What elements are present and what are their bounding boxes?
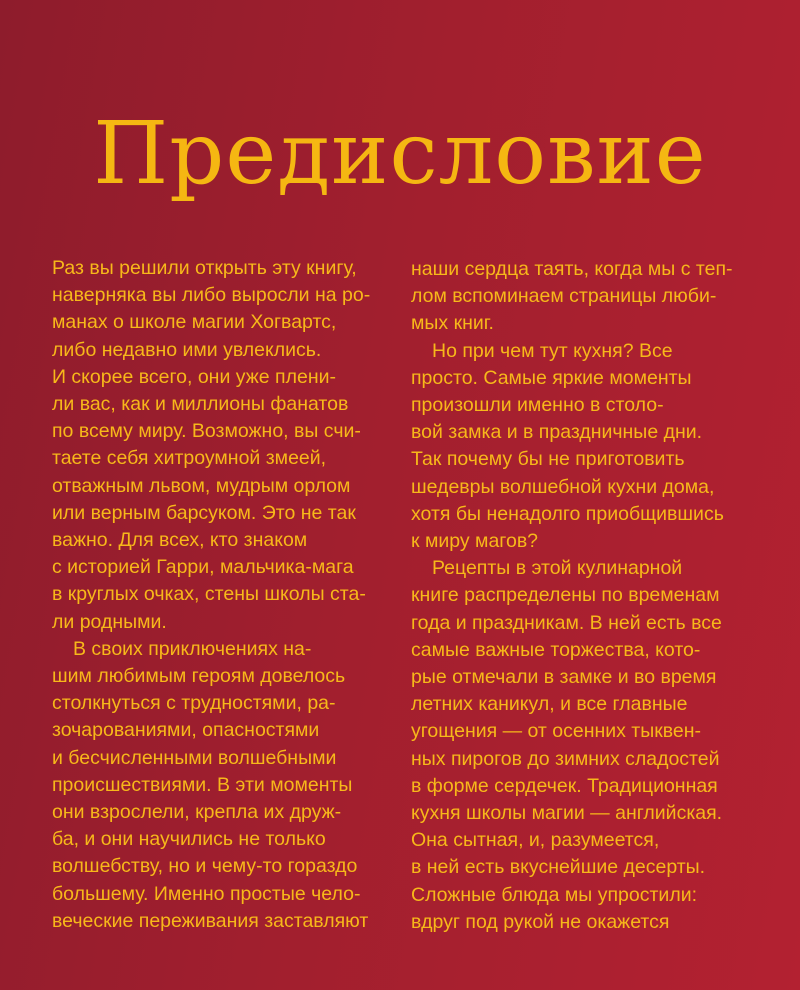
text-line: с историей Гарри, мальчика-мага (52, 556, 354, 579)
text-line: ли вас, как и миллионы фанатов (52, 393, 349, 416)
text-line: наши сердца таять, когда мы с теп- (411, 258, 733, 280)
text-line: Раз вы решили открыть эту книгу, (52, 257, 357, 279)
text-line: к миру магов? (411, 530, 539, 553)
text-line: И скорее всего, они уже плени- (52, 365, 336, 388)
text-line: самые важные торжества, кото- (411, 638, 701, 661)
text-line: лом вспоминаем страницы люби- (411, 285, 717, 308)
page-title: Предисловие (93, 103, 707, 204)
text-line: важно. Для всех, кто знаком (52, 529, 308, 552)
text-line: веческие переживания заставляют (52, 909, 369, 932)
text-line: Сложные блюда мы упростили: (411, 883, 698, 906)
text-line: вой замка и в праздничные дни. (411, 421, 703, 444)
text-line: они взрослели, крепла их друж- (52, 801, 342, 824)
text-line: хотя бы ненадолго приобщившись (411, 502, 724, 525)
text-line: года и праздникам. В ней есть все (411, 611, 722, 634)
text-line: кухня школы магии — английская. (411, 802, 723, 825)
text-line: шим любимым героям довелось (52, 665, 346, 688)
text-line: просто. Самые яркие моменты (411, 366, 692, 389)
text-line: летних каникул, и все главные (411, 693, 688, 716)
text-line: наверняка вы либо выросли на ро- (52, 284, 371, 307)
text-line: манах о школе магии Хогвартс, (52, 311, 337, 334)
text-line: произошли именно в столо- (411, 394, 664, 417)
text-line: либо недавно ими увлеклись. (52, 338, 322, 361)
text-line: шедевры волшебной кухни дома, (411, 475, 715, 498)
text-line: Она сытная, и, разумеется, (411, 829, 660, 852)
right-text-column (411, 256, 771, 936)
text-line: угощения — от осенних тыквен- (411, 720, 702, 743)
text-line: по всему миру. Возможно, вы счи- (52, 420, 361, 443)
text-line: Рецепты в этой кулинарной (432, 557, 683, 580)
text-line: В своих приключениях на- (73, 637, 312, 660)
text-line: большему. Именно простые чело- (52, 882, 361, 905)
text-line: в форме сердечек. Традиционная (411, 774, 718, 797)
text-line: ли родными. (52, 610, 167, 633)
text-line: в ней есть вкуснейшие десерты. (411, 856, 706, 879)
text-line: Так почему бы не приготовить (411, 448, 685, 471)
text-line: или верным барсуком. Это не так (52, 501, 356, 524)
text-line: зочарованиями, опасностями (52, 719, 320, 742)
text-line: таете себя хитроумной змеей, (52, 447, 327, 470)
text-line: мых книг. (411, 312, 494, 335)
left-text-column (52, 255, 392, 935)
text-line: отважным львом, мудрым орлом (52, 474, 351, 497)
text-line: и бесчисленными волшебными (52, 746, 337, 769)
text-line: книге распределены по временам (411, 584, 720, 607)
text-line: ных пирогов до зимних сладостей (411, 747, 720, 770)
text-line: Но при чем тут кухня? Все (432, 339, 673, 362)
text-line: столкнуться с трудностями, ра- (52, 692, 336, 715)
text-line: в круглых очках, стены школы ста- (52, 583, 366, 606)
text-line: волшебству, но и чему-то гораздо (52, 855, 358, 878)
text-line: вдруг под рукой не окажется (411, 910, 670, 933)
text-line: рые отмечали в замке и во время (411, 666, 717, 689)
text-line: ба, и они научились не только (52, 828, 326, 851)
text-line: происшествиями. В эти моменты (52, 773, 353, 796)
